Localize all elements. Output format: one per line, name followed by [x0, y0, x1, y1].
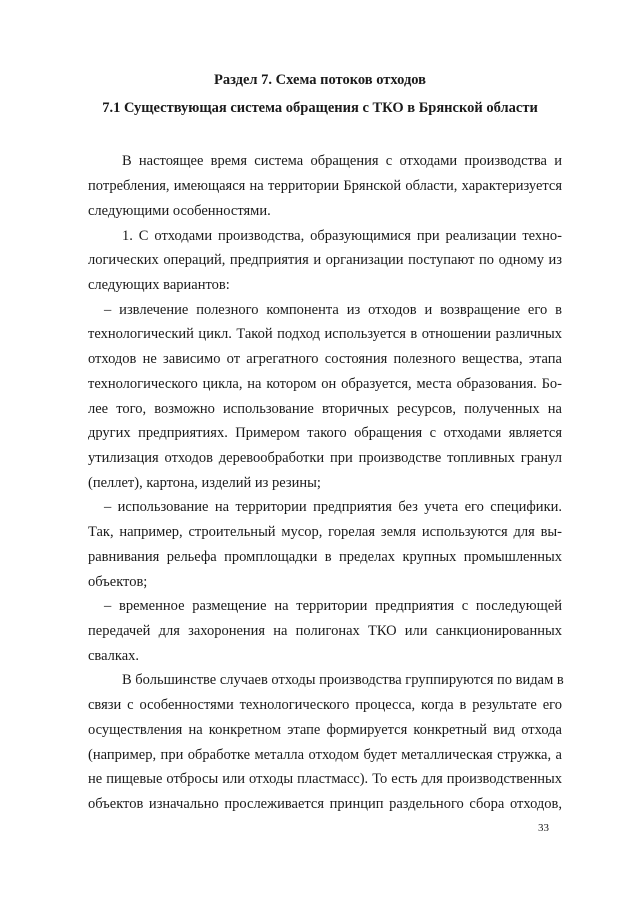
- text-line: технологического цикла, на котором он образуется, места образования. Бо-: [88, 376, 562, 392]
- text-line: осуществления на конкретном этапе формируется конкретный вид отхода: [88, 722, 562, 738]
- text-line: – извлечение полезного компонента из отходов и возвращение его в: [104, 302, 562, 318]
- text-line: Так, например, строительный мусор, горелая земля используются для вы-: [88, 524, 562, 540]
- text-line: (например, при обработке металла отходом будет металлическая стружка, а: [88, 747, 562, 763]
- text-line: свалках.: [88, 648, 140, 664]
- page-number: 33: [538, 822, 549, 834]
- text-line: В настоящее время система обращения с отходами производства и: [122, 153, 562, 169]
- text-line: потребления, имеющаяся на территории Брянской области, характеризуется: [88, 178, 562, 194]
- subsection-heading: 7.1 Существующая система обращения с ТКО в Брянской области: [102, 100, 538, 116]
- text-line: объектов изначально прослеживается принцип раздельного сбора отходов,: [88, 796, 562, 812]
- text-line: – временное размещение на территории предприятия с последующей: [104, 598, 562, 614]
- text-line: передачей для захоронения на полигонах ТКО или санкционированных: [88, 623, 562, 639]
- text-line: технологический цикл. Такой подход используется в отношении различных: [88, 326, 562, 342]
- text-line: В большинстве случаев отходы производства группируются по видам в: [122, 672, 564, 688]
- text-line: – использование на территории предприятия без учета его специфики.: [104, 499, 562, 515]
- text-line: объектов;: [88, 574, 148, 590]
- text-line: равнивания рельефа промплощадки в пределах крупных промышленных: [88, 549, 562, 565]
- text-line: отходов не зависимо от агрегатного состояния полезного вещества, этапа: [88, 351, 562, 367]
- text-line: 1. С отходами производства, образующимися при реализации техно-: [122, 228, 562, 244]
- text-line: связи с особенностями технологического процесса, когда в результате его: [88, 697, 562, 713]
- section-heading: Раздел 7. Схема потоков отходов: [213, 72, 427, 88]
- text-line: утилизация отходов деревообработки при производстве топливных гранул: [88, 450, 562, 466]
- text-line: следующими особенностями.: [88, 203, 271, 219]
- text-line: (пеллет), картона, изделий из резины;: [88, 475, 321, 491]
- text-line: следующих вариантов:: [88, 277, 230, 293]
- text-line: не пищевые отбросы или отходы пластмасс). То есть для производственных: [88, 771, 562, 787]
- text-line: других предприятиях. Примером такого обращения с отходами является: [88, 425, 562, 441]
- text-line: логических операций, предприятия и организации поступают по одному из: [88, 252, 562, 268]
- text-line: лее того, возможно использование вторичных ресурсов, полученных на: [88, 401, 562, 417]
